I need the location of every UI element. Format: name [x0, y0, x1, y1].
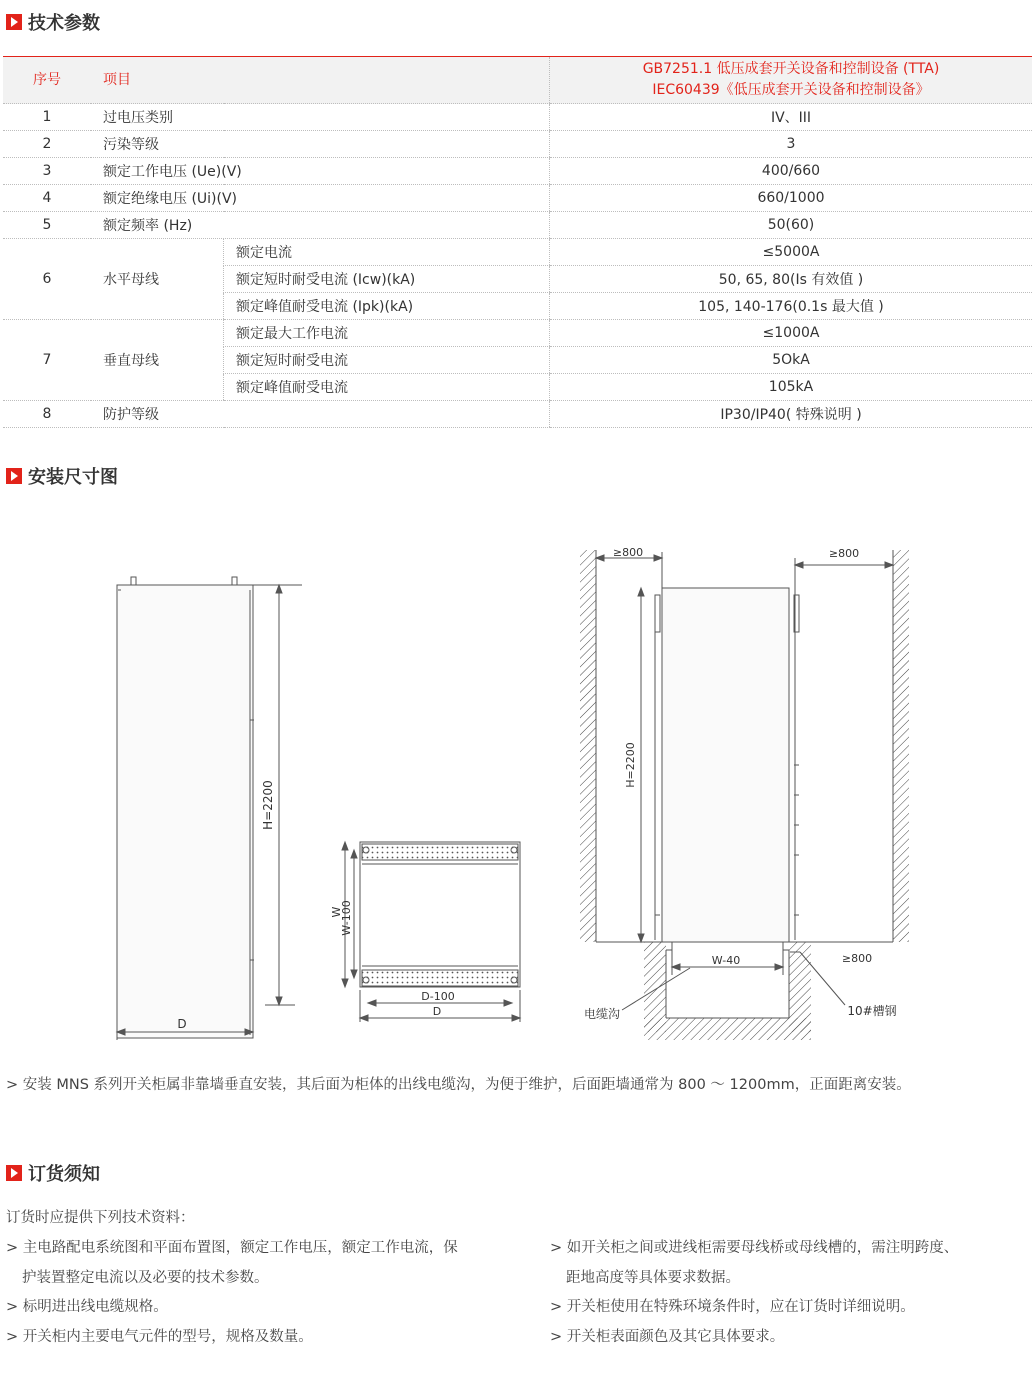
h-dimension-label: H=2200 — [261, 780, 275, 830]
play-arrow-icon — [6, 1165, 22, 1181]
header-standard-iec: IEC60439《低压成套开关设备和控制设备》 — [652, 82, 930, 98]
row-subitem: 额定短时耐受电流 — [224, 347, 550, 374]
front-view — [580, 550, 909, 1040]
channel-steel-label: 10#槽钢 — [847, 1004, 897, 1018]
w40-dimension-label: W-40 — [711, 954, 741, 967]
table-row — [3, 239, 1032, 266]
table-row — [3, 401, 1032, 428]
order-list-right — [550, 1234, 1030, 1352]
row-no: 1 — [3, 104, 91, 131]
row-no: 7 — [3, 320, 91, 401]
row-item: 水平母线 — [91, 239, 224, 320]
w100-dimension-label: W-100 — [340, 900, 353, 936]
row-subitem: 额定电流 — [224, 239, 550, 266]
row-value: 400/660 — [550, 158, 1033, 185]
row-no: 8 — [3, 401, 91, 428]
table-row — [3, 131, 1032, 158]
row-value: 105kA — [550, 374, 1033, 401]
section-title: 订货须知 — [28, 1164, 100, 1185]
table-row — [3, 320, 1032, 347]
list-item: > 主电路配电系统图和平面布置图，额定工作电压，额定工作电流，保 — [6, 1240, 458, 1256]
table-header-row — [3, 57, 1032, 104]
row-item: 污染等级 — [91, 131, 550, 158]
list-item: > 如开关柜之间或进线柜需要母线桥或母线槽的，需注明跨度、 — [550, 1240, 959, 1256]
row-value: 105, 140-176(0.1s 最大值 ) — [550, 293, 1033, 320]
row-value: ≤1000A — [550, 320, 1033, 347]
row-item: 额定工作电压 (Ue)(V) — [91, 158, 550, 185]
play-arrow-icon — [6, 14, 22, 30]
row-item: 额定绝缘电压 (Ui)(V) — [91, 185, 550, 212]
table-row — [3, 212, 1032, 239]
header-no: 序号 — [3, 57, 91, 104]
row-value: 660/1000 — [550, 185, 1033, 212]
row-no: 3 — [3, 158, 91, 185]
trench-clearance-label: ≥800 — [841, 952, 873, 965]
spec-table — [3, 56, 1032, 428]
w-dimension-label: W — [330, 906, 343, 918]
row-no: 2 — [3, 131, 91, 158]
d100-dimension-label: D-100 — [421, 990, 455, 1003]
section-title: 技术参数 — [28, 13, 100, 34]
row-value: IP30/IP40( 特殊说明 ) — [550, 401, 1033, 428]
header-item: 项目 — [91, 57, 550, 104]
row-item: 防护等级 — [91, 401, 550, 428]
d-dimension-label: D — [177, 1017, 187, 1031]
d-plan-dimension-label: D — [432, 1005, 442, 1018]
header-standard-gb: GB7251.1 低压成套开关设备和控制设备 (TTA) — [642, 61, 940, 77]
list-item: > 开关柜表面颜色及其它具体要求。 — [550, 1328, 785, 1345]
cable-trench-label: 电缆沟 — [583, 1007, 621, 1021]
row-subitem: 额定峰值耐受电流 (Ipk)(kA) — [224, 293, 550, 320]
row-subitem: 额定最大工作电流 — [224, 320, 550, 347]
row-no: 5 — [3, 212, 91, 239]
row-no: 4 — [3, 185, 91, 212]
row-subitem: 额定峰值耐受电流 — [224, 374, 550, 401]
left-clearance-label: ≥800 — [612, 546, 644, 559]
list-item: 距地高度等具体要求数据。 — [566, 1269, 740, 1286]
row-item: 过电压类别 — [91, 104, 550, 131]
row-no: 6 — [3, 239, 91, 320]
h-front-dimension-label: H=2200 — [624, 742, 637, 788]
row-value: ≤5000A — [550, 239, 1033, 266]
section-header-install — [6, 464, 118, 488]
row-item: 垂直母线 — [91, 320, 224, 401]
installation-drawing — [0, 500, 1035, 1060]
list-item: > 开关柜使用在特殊环境条件时，应在订货时详细说明。 — [550, 1299, 915, 1315]
table-row — [3, 185, 1032, 212]
section-header-order — [6, 1161, 100, 1185]
section-title: 安装尺寸图 — [28, 467, 118, 488]
right-clearance-label: ≥800 — [828, 547, 860, 560]
table-row — [3, 104, 1032, 131]
list-item: 护装置整定电流以及必要的技术参数。 — [22, 1269, 269, 1286]
row-value: 50(60) — [550, 212, 1033, 239]
header-standard — [550, 57, 1033, 104]
table-row — [3, 158, 1032, 185]
row-value: IV、III — [550, 104, 1033, 131]
row-item: 额定频率 (Hz) — [91, 212, 550, 239]
row-value: 50, 65, 80(Is 有效值 ) — [550, 266, 1033, 293]
list-item: > 标明进出线电缆规格。 — [6, 1299, 168, 1315]
order-list-left — [6, 1234, 536, 1352]
section-header-specs — [6, 10, 100, 34]
row-value: 5OkA — [550, 347, 1033, 374]
order-intro: 订货时应提供下列技术资料： — [6, 1210, 195, 1226]
list-item: > 开关柜内主要电气元件的型号，规格及数量。 — [6, 1328, 313, 1345]
row-subitem: 额定短时耐受电流 (Icw)(kA) — [224, 266, 550, 293]
installation-note: > 安装 MNS 系列开关柜属非靠墙垂直安装，其后面为柜体的出线电缆沟，为便于维护，后面距墙通常为 800 ～ 1200mm，正面距离安装。 — [6, 1077, 911, 1093]
play-arrow-icon — [6, 468, 22, 484]
row-value: 3 — [550, 131, 1033, 158]
